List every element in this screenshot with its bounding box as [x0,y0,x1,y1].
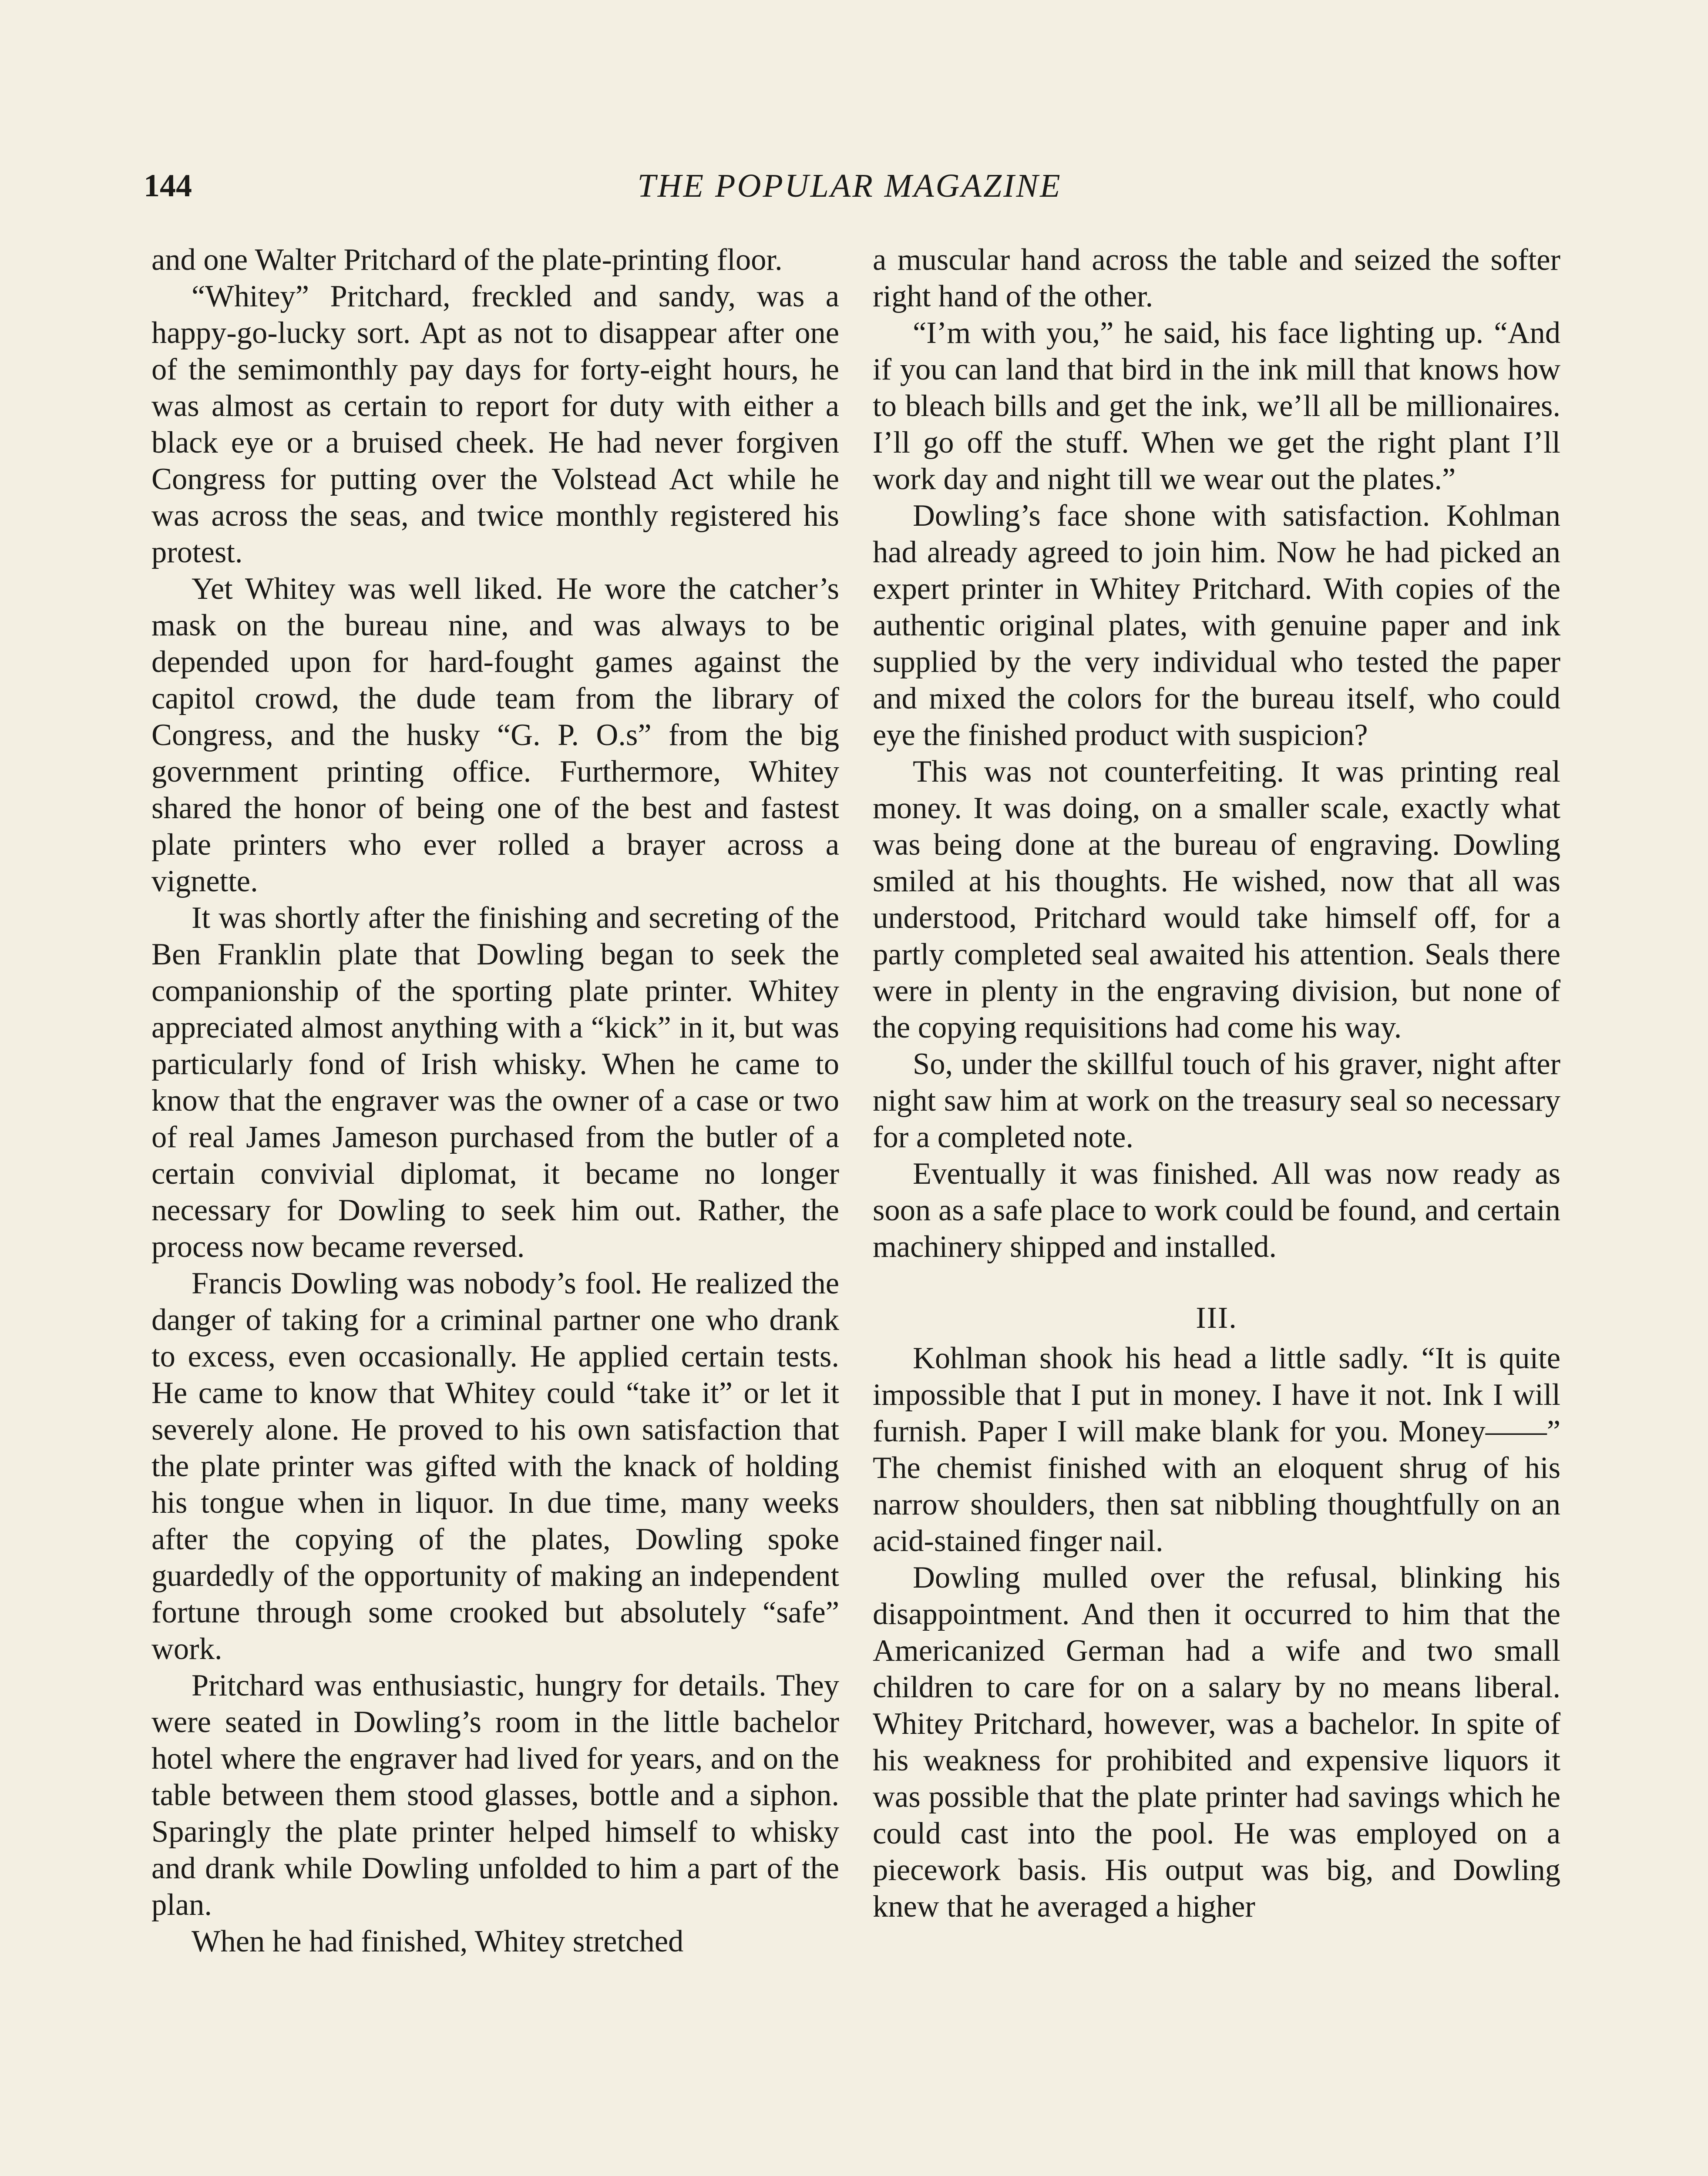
paragraph: Kohlman shook his head a little sadly. “It is quite impossible that I put in money. I have it not. Ink I will furnish. Paper I will make blank for you. Money——” The chemist finished with an eloquent shrug of his narrow shoulders, then sat nibbling thoughtfully on an acid-stained finger nail. [873,1341,1560,1558]
paragraph: When he had finished, Whitey stretched [192,1924,684,1958]
paragraph: So, under the skillful touch of his graver, night after night saw him at work on the treasury seal so necessary for a completed note. [873,1047,1560,1154]
paragraph: Francis Dowling was nobody’s fool. He realized the danger of taking for a criminal partner one who drank to excess, even occasionally. He applied certain tests. He came to know that Whitey could “take it” or let it severely alone. He proved to his own satisfaction that the plate printer was gifted with the knack of holding his tongue when in liquor. In due time, many weeks after the copying of the plates, Dowling spoke guardedly of the opportunity of making an independent fortune through some crooked but absolutely “safe” work. [151,1266,839,1666]
paragraph: Pritchard was enthusiastic, hungry for details. They were seated in Dowling’s room in the little bachelor hotel where the engraver had lived for years, and on the table between them stood glasses, bottle and a siphon. Sparingly the plate printer helped himself to whisky and drank while Dowling unfolded to him a part of the plan. [151,1669,839,1922]
left-column [151,242,839,2176]
paragraph: Dowling’s face shone with satisfaction. Kohlman had already agreed to join him. Now he had picked an expert printer in Whitey Pritchard. With copies of the authentic original plates, with genuine paper and ink supplied by the very individual who tested the paper and mixed the colors for the bureau itself, who could eye the finished product with suspicion? [873,499,1560,752]
paragraph: “I’m with you,” he said, his face lighting up. “And if you can land that bird in the ink mill that knows how to bleach bills and get the ink, we’ll all be millionaires. I’ll go off the stuff. When we get the right plant I’ll work day and night till we wear out the plates.” [873,316,1560,496]
section-heading: III. [1196,1301,1237,1335]
paragraph: Yet Whitey was well liked. He wore the catcher’s mask on the bureau nine, and was always to be depended upon for hard-fought games against the capitol crowd, the dude team from the library of Congress, and the husky “G. P. O.s” from the big government printing office. Furthermore, Whitey shared the honor of being one of the best and fastest plate printers who ever rolled a brayer across a vignette. [151,572,839,898]
running-head: THE POPULAR MAGAZINE [637,168,1062,204]
page-header [144,162,1556,210]
paragraph: It was shortly after the finishing and secreting of the Ben Franklin plate that Dowling began to seek the companionship of the sporting plate printer. Whitey appreciated almost anything with a “kick” in it, but was particularly fond of Irish whisky. When he came to know that the engraver was the owner of a case or two of real James Jameson purchased from the butler of a certain convivial diplomat, it became no longer necessary for Dowling to seek him out. Rather, the process now became reversed. [151,901,839,1264]
paragraph: “Whitey” Pritchard, freckled and sandy, was a happy-go-lucky sort. Apt as not to disappear after one of the semimonthly pay days for forty-eight hours, he was almost as certain to report for duty with either a black eye or a bruised cheek. He had never forgiven Congress for putting over the Volstead Act while he was across the seas, and twice monthly registered his protest. [151,279,839,569]
paragraph: Dowling mulled over the refusal, blinking his disappointment. And then it occurred to him that the Americanized German had a wife and two small children to care for on a salary by no means liberal. Whitey Pritchard, however, was a bachelor. In spite of his weakness for prohibited and expensive liquors it was possible that the plate printer had savings which he could cast into the pool. He was employed on a piecework basis. His output was big, and Dowling knew that he averaged a higher [873,1561,1560,1924]
paragraph: and one Walter Pritchard of the plate-printing floor. [151,243,783,277]
paragraph: a muscular hand across the table and seized the softer right hand of the other. [873,243,1560,313]
paragraph: This was not counterfeiting. It was printing real money. It was doing, on a smaller scale, exactly what was being done at the bureau of engraving. Dowling smiled at his thoughts. He wished, now that all was understood, Pritchard would take himself off, for a partly completed seal awaited his attention. Seals there were in plenty in the engraving division, but none of the copying requisitions had come his way. [873,755,1560,1044]
paragraph: Eventually it was finished. All was now ready as soon as a safe place to work could be found, and certain machinery shipped and installed. [873,1157,1560,1264]
page-number: 144 [144,168,192,204]
right-column [873,242,1560,2176]
